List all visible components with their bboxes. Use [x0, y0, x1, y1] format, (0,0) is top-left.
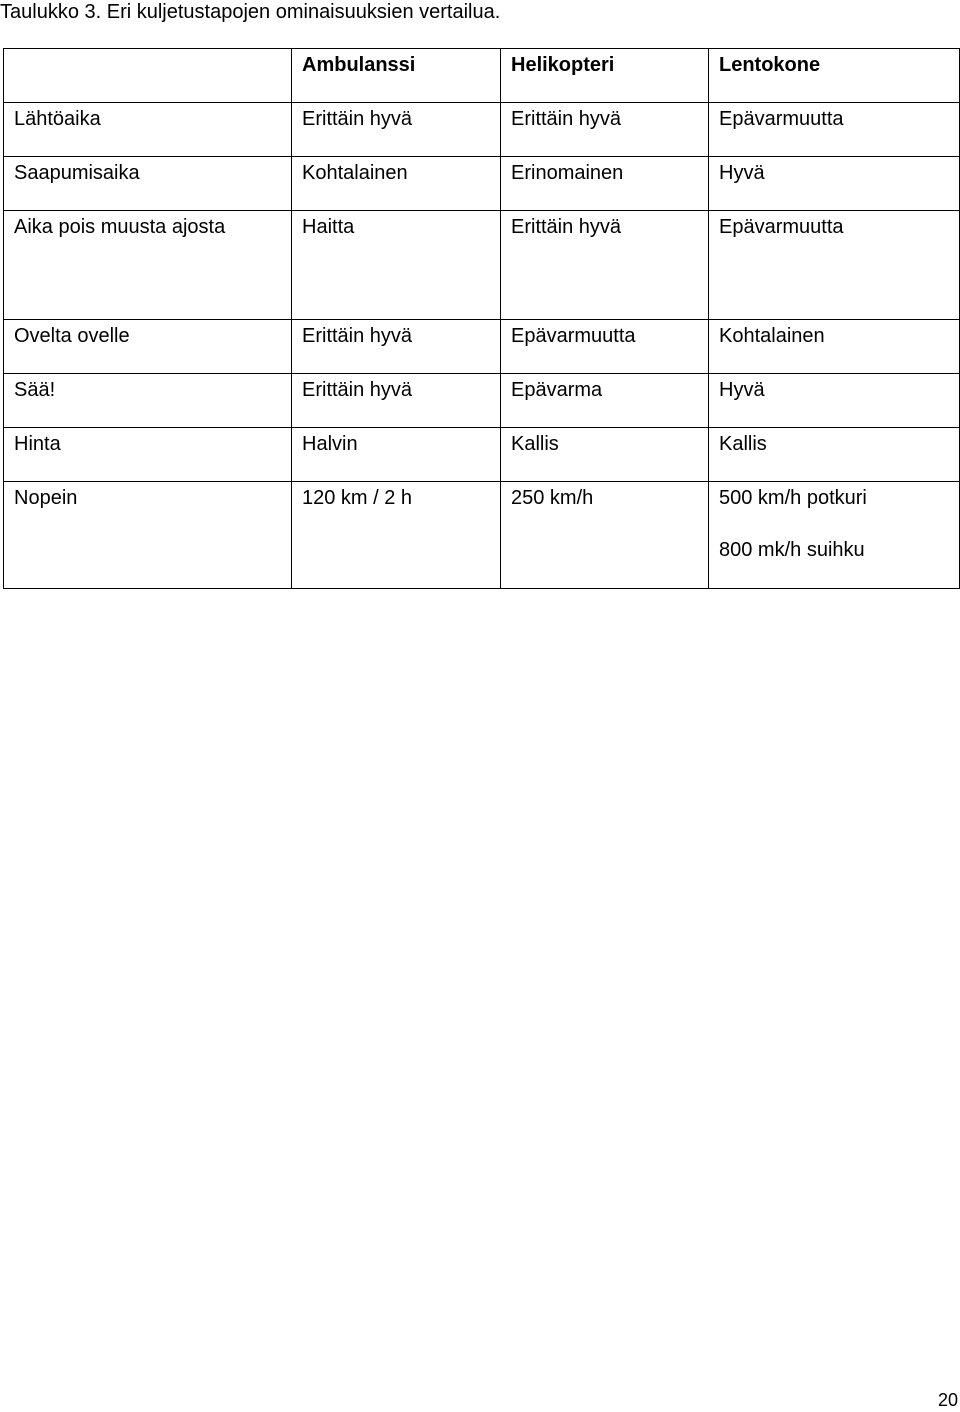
row-label: Nopein — [4, 482, 292, 589]
table-row — [4, 374, 960, 428]
table-row — [4, 320, 960, 374]
page-number: 20 — [937, 1390, 958, 1410]
table-row — [4, 211, 960, 320]
table-cell: Epävarmuutta — [709, 211, 960, 320]
table-cell: Epävarmuutta — [709, 103, 960, 157]
table-cell: Haitta — [292, 211, 501, 320]
header-cell-helikopteri: Helikopteri — [501, 49, 709, 103]
table-cell: Erittäin hyvä — [292, 320, 501, 374]
row-label: Saapumisaika — [4, 157, 292, 211]
header-cell-ambulanssi: Ambulanssi — [292, 49, 501, 103]
table-cell: Erittäin hyvä — [501, 103, 709, 157]
table-header-row — [4, 49, 960, 103]
table-cell-multiline — [709, 482, 960, 589]
table-cell: Kallis — [501, 428, 709, 482]
table-cell: Hyvä — [709, 157, 960, 211]
row-label: Aika pois muusta ajosta — [4, 211, 292, 320]
table-cell: Hyvä — [709, 374, 960, 428]
row-label: Hinta — [4, 428, 292, 482]
row-label: Sää! — [4, 374, 292, 428]
row-label: Ovelta ovelle — [4, 320, 292, 374]
table-cell: Epävarmuutta — [501, 320, 709, 374]
header-cell-lentokone: Lentokone — [709, 49, 960, 103]
table-caption: Taulukko 3. Eri kuljetustapojen ominaisuuksien vertailua. — [0, 1, 501, 23]
table-cell: Erittäin hyvä — [292, 103, 501, 157]
table-cell: Erittäin hyvä — [292, 374, 501, 428]
table-cell: 250 km/h — [501, 482, 709, 589]
header-cell-empty — [4, 49, 292, 103]
comparison-table — [3, 48, 960, 589]
table-row — [4, 157, 960, 211]
table-row — [4, 482, 960, 589]
table-cell: 120 km / 2 h — [292, 482, 501, 589]
table-cell: Kallis — [709, 428, 960, 482]
table-cell: Halvin — [292, 428, 501, 482]
table-cell: Erinomainen — [501, 157, 709, 211]
table-row — [4, 103, 960, 157]
table-cell: Kohtalainen — [709, 320, 960, 374]
table-row — [4, 428, 960, 482]
row-label: Lähtöaika — [4, 103, 292, 157]
table-cell: Erittäin hyvä — [501, 211, 709, 320]
table-cell: Kohtalainen — [292, 157, 501, 211]
cell-line-2: 800 mk/h suihku — [719, 539, 865, 561]
cell-line-1: 500 km/h potkuri — [719, 487, 867, 509]
table-cell: Epävarma — [501, 374, 709, 428]
